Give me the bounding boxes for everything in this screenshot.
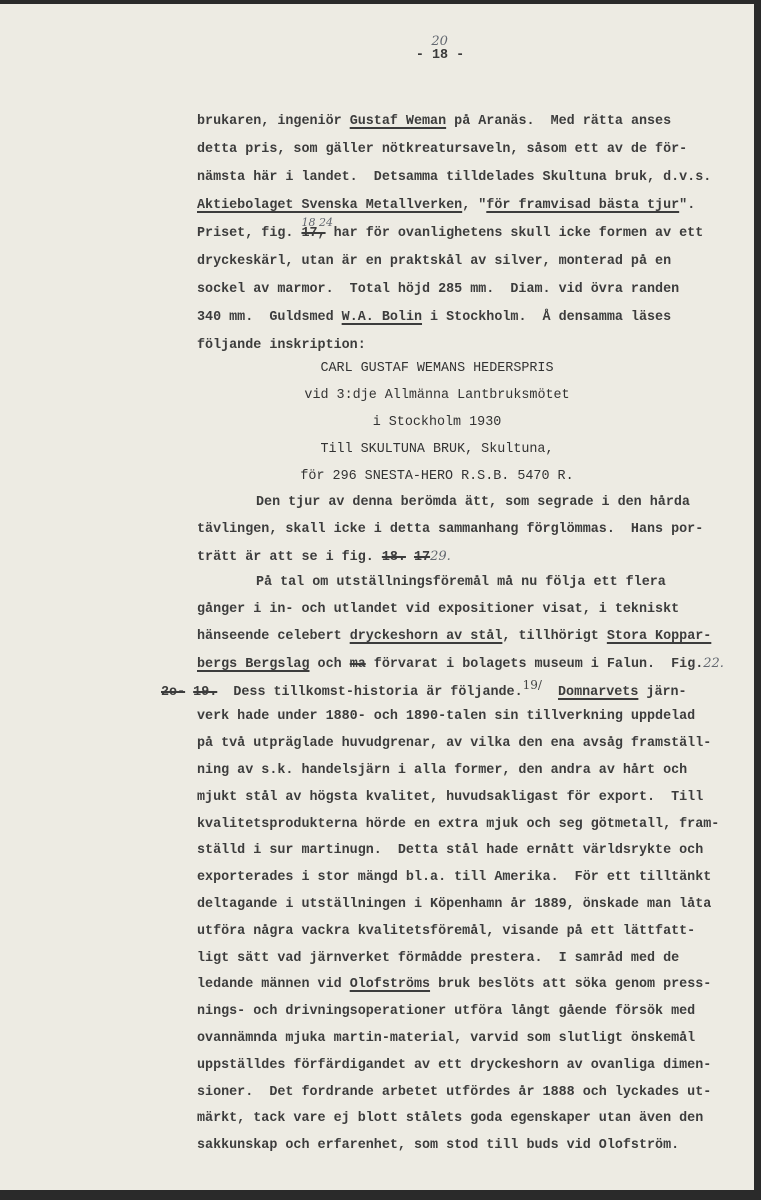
text-line (197, 919, 757, 946)
text-line (197, 570, 757, 597)
underlined-text: W.A. Bolin (341, 310, 423, 325)
text-segment: Dess tillkomst-historia är följande. (217, 684, 523, 700)
handwritten-annotation: 22. (703, 655, 724, 671)
text-line (197, 248, 757, 276)
text-line (197, 624, 757, 651)
text-segment: järn- (638, 684, 687, 700)
text-segment: följande inskription: (197, 338, 366, 353)
underlined-text: Stora Koppar- (606, 628, 712, 644)
correction (301, 216, 333, 248)
text-line (197, 704, 757, 731)
text-line (197, 108, 757, 136)
text-line (197, 1080, 757, 1107)
text-segment: ställd i sur martinugn. Detta stål hade ernått världsrykte och (197, 843, 704, 859)
text-line (197, 731, 757, 758)
text-segment: ledande männen vid (197, 977, 350, 993)
text-segment: dryckeskärl, utan är en praktskål av silver, monterad på en (197, 254, 672, 269)
text-segment: exporterades i stor mängd bl.a. till Amerika. För ett tilltänkt (197, 870, 712, 886)
text-segment: märkt, tack vare ej blott stålets goda egenskaper utan även den (197, 1111, 704, 1127)
text-segment (406, 550, 414, 565)
text-segment: ning av s.k. handelsjärn i alla former, den andra av hårt och (197, 762, 688, 778)
text-line (197, 651, 757, 678)
text-segment: gånger i in- och utlandet vid expositioner visat, i tekniskt (197, 602, 680, 618)
text-line (197, 304, 757, 332)
text-line (197, 865, 757, 892)
text-segment: uppställdes förfärdigandet av ett dryckeshorn av ovanliga dimen- (197, 1057, 712, 1073)
underlined-text: bergs Bergslag (197, 656, 310, 672)
text-segment: har för ovanlighetens skull icke formen av ett (325, 226, 704, 241)
text-line (197, 192, 757, 220)
text-line (197, 838, 757, 865)
text-segment: förvarat i bolagets museum i Falun. Fig. (365, 656, 704, 672)
handwritten-annotation: 19/ (522, 677, 542, 692)
page-number (0, 34, 761, 63)
struck-text: 17 (413, 549, 431, 565)
text-line (197, 597, 757, 624)
typed-page-number: - 18 - (415, 48, 465, 63)
text-line (197, 1133, 757, 1160)
text-line (197, 276, 757, 304)
text-line (197, 517, 757, 544)
paragraph-1 (197, 108, 757, 360)
text-segment: hänseende celebert (197, 628, 350, 644)
paragraph-2 (161, 490, 757, 1160)
text-line (197, 216, 757, 248)
text-line (197, 999, 757, 1026)
text-segment: brukaren, ingeniör (197, 114, 350, 129)
text-segment: Den tjur av denna berömda ätt, som segrade i den hårda (256, 495, 690, 510)
text-line (197, 544, 757, 571)
text-segment: trätt är att se i fig. (197, 549, 382, 565)
struck-text: 19. (193, 684, 218, 700)
text-segment: , " (462, 198, 487, 213)
handwritten-page-number: 20 (431, 34, 448, 49)
underlined-text: för framvisad bästa tjur (486, 198, 680, 213)
text-segment: ovannämnda mjuka martin-material, varvid som slutligt önskemål (197, 1030, 696, 1046)
text-segment: tävlingen, skall icke i detta sammanhang förglömmas. Hans por- (197, 521, 704, 537)
handwritten-annotation: 29. (430, 548, 451, 564)
text-segment: bruk beslöts att söka genom press- (430, 977, 712, 993)
text-line (197, 972, 757, 999)
text-segment: detta pris, som gäller nötkreatursaveln, såsom ett av de för- (197, 142, 688, 157)
text-line (197, 490, 757, 517)
text-line (197, 946, 757, 973)
text-segment: kvalitetsprodukterna hörde en extra mjuk och seg götmetall, fram- (197, 816, 720, 832)
handwritten-annotation: 18 24 (301, 216, 333, 229)
text-segment: sakkunskap och erfarenhet, som stod till buds vid Olofström. (197, 1138, 680, 1154)
underlined-text: dryckeshorn av stål (349, 628, 503, 644)
struck-text: 18. (381, 549, 406, 565)
text-segment: ". (679, 198, 696, 213)
text-segment: mjukt stål av högsta kvalitet, huvudsakligast för export. Till (197, 789, 704, 805)
document-page (0, 4, 754, 1190)
text-segment: verk hade under 1880- och 1890-talen sin tillverkning uppdelad (197, 709, 696, 725)
text-segment: deltagande i utställningen i Köpenhamn år 1889, önskade man låta (197, 896, 712, 912)
underlined-text: Aktiebolaget Svenska Metallverken (197, 198, 463, 213)
inscription-block (197, 356, 677, 490)
text-segment: 340 mm. Guldsmed (197, 310, 342, 325)
text-line (197, 136, 757, 164)
inscription-line: för 296 SNESTA-HERO R.S.B. 5470 R. (300, 468, 574, 484)
text-segment: sioner. Det fordrande arbetet utfördes år 1888 och lyckades ut- (197, 1084, 712, 1100)
text-segment: ligt sätt vad järnverket förmådde prestera. I samråd med de (197, 950, 680, 966)
text-line (161, 678, 757, 705)
text-segment: , tillhörigt (502, 628, 607, 644)
underlined-text: Domnarvets (558, 684, 639, 700)
text-line (197, 758, 757, 785)
struck-text: 2o- (161, 684, 186, 700)
text-segment: nämsta här i landet. Detsamma tilldelades Skultuna bruk, d.v.s. (197, 170, 712, 185)
underlined-text: Olofströms (349, 977, 431, 993)
text-line (197, 1053, 757, 1080)
inscription-line: CARL GUSTAF WEMANS HEDERSPRIS (320, 361, 554, 376)
inscription-line: vid 3:dje Allmänna Lantbruksmötet (304, 387, 570, 403)
text-line (197, 812, 757, 839)
text-segment: sockel av marmor. Total höjd 285 mm. Diam. vid övra randen (197, 282, 680, 297)
text-line (197, 1026, 757, 1053)
text-line (197, 1106, 757, 1133)
text-line (197, 164, 757, 192)
text-segment: i Stockholm. Å densamma läses (422, 310, 672, 325)
struck-text: ma (349, 656, 366, 672)
text-segment: På tal om utställningsföremål må nu följa ett flera (256, 575, 666, 591)
inscription-line: Till SKULTUNA BRUK, Skultuna, (320, 441, 554, 457)
text-segment: Priset, fig. (197, 226, 302, 241)
text-segment: och (309, 656, 350, 672)
underlined-text: Gustaf Weman (349, 114, 447, 129)
text-segment: på två utpräglade huvudgrenar, av vilka den ena avsåg framställ- (197, 736, 712, 752)
text-segment: på Aranäs. Med rätta anses (446, 114, 672, 129)
text-segment: nings- och drivningsoperationer utföra långt gående försök med (197, 1004, 696, 1020)
text-line (197, 785, 757, 812)
text-segment (542, 685, 558, 700)
text-line (197, 892, 757, 919)
text-segment: utföra några vackra kvalitetsföremål, visande på ett lättfatt- (197, 923, 696, 939)
inscription-line: i Stockholm 1930 (372, 414, 502, 430)
struck-text: 17, (301, 226, 326, 241)
text-segment (185, 685, 193, 700)
